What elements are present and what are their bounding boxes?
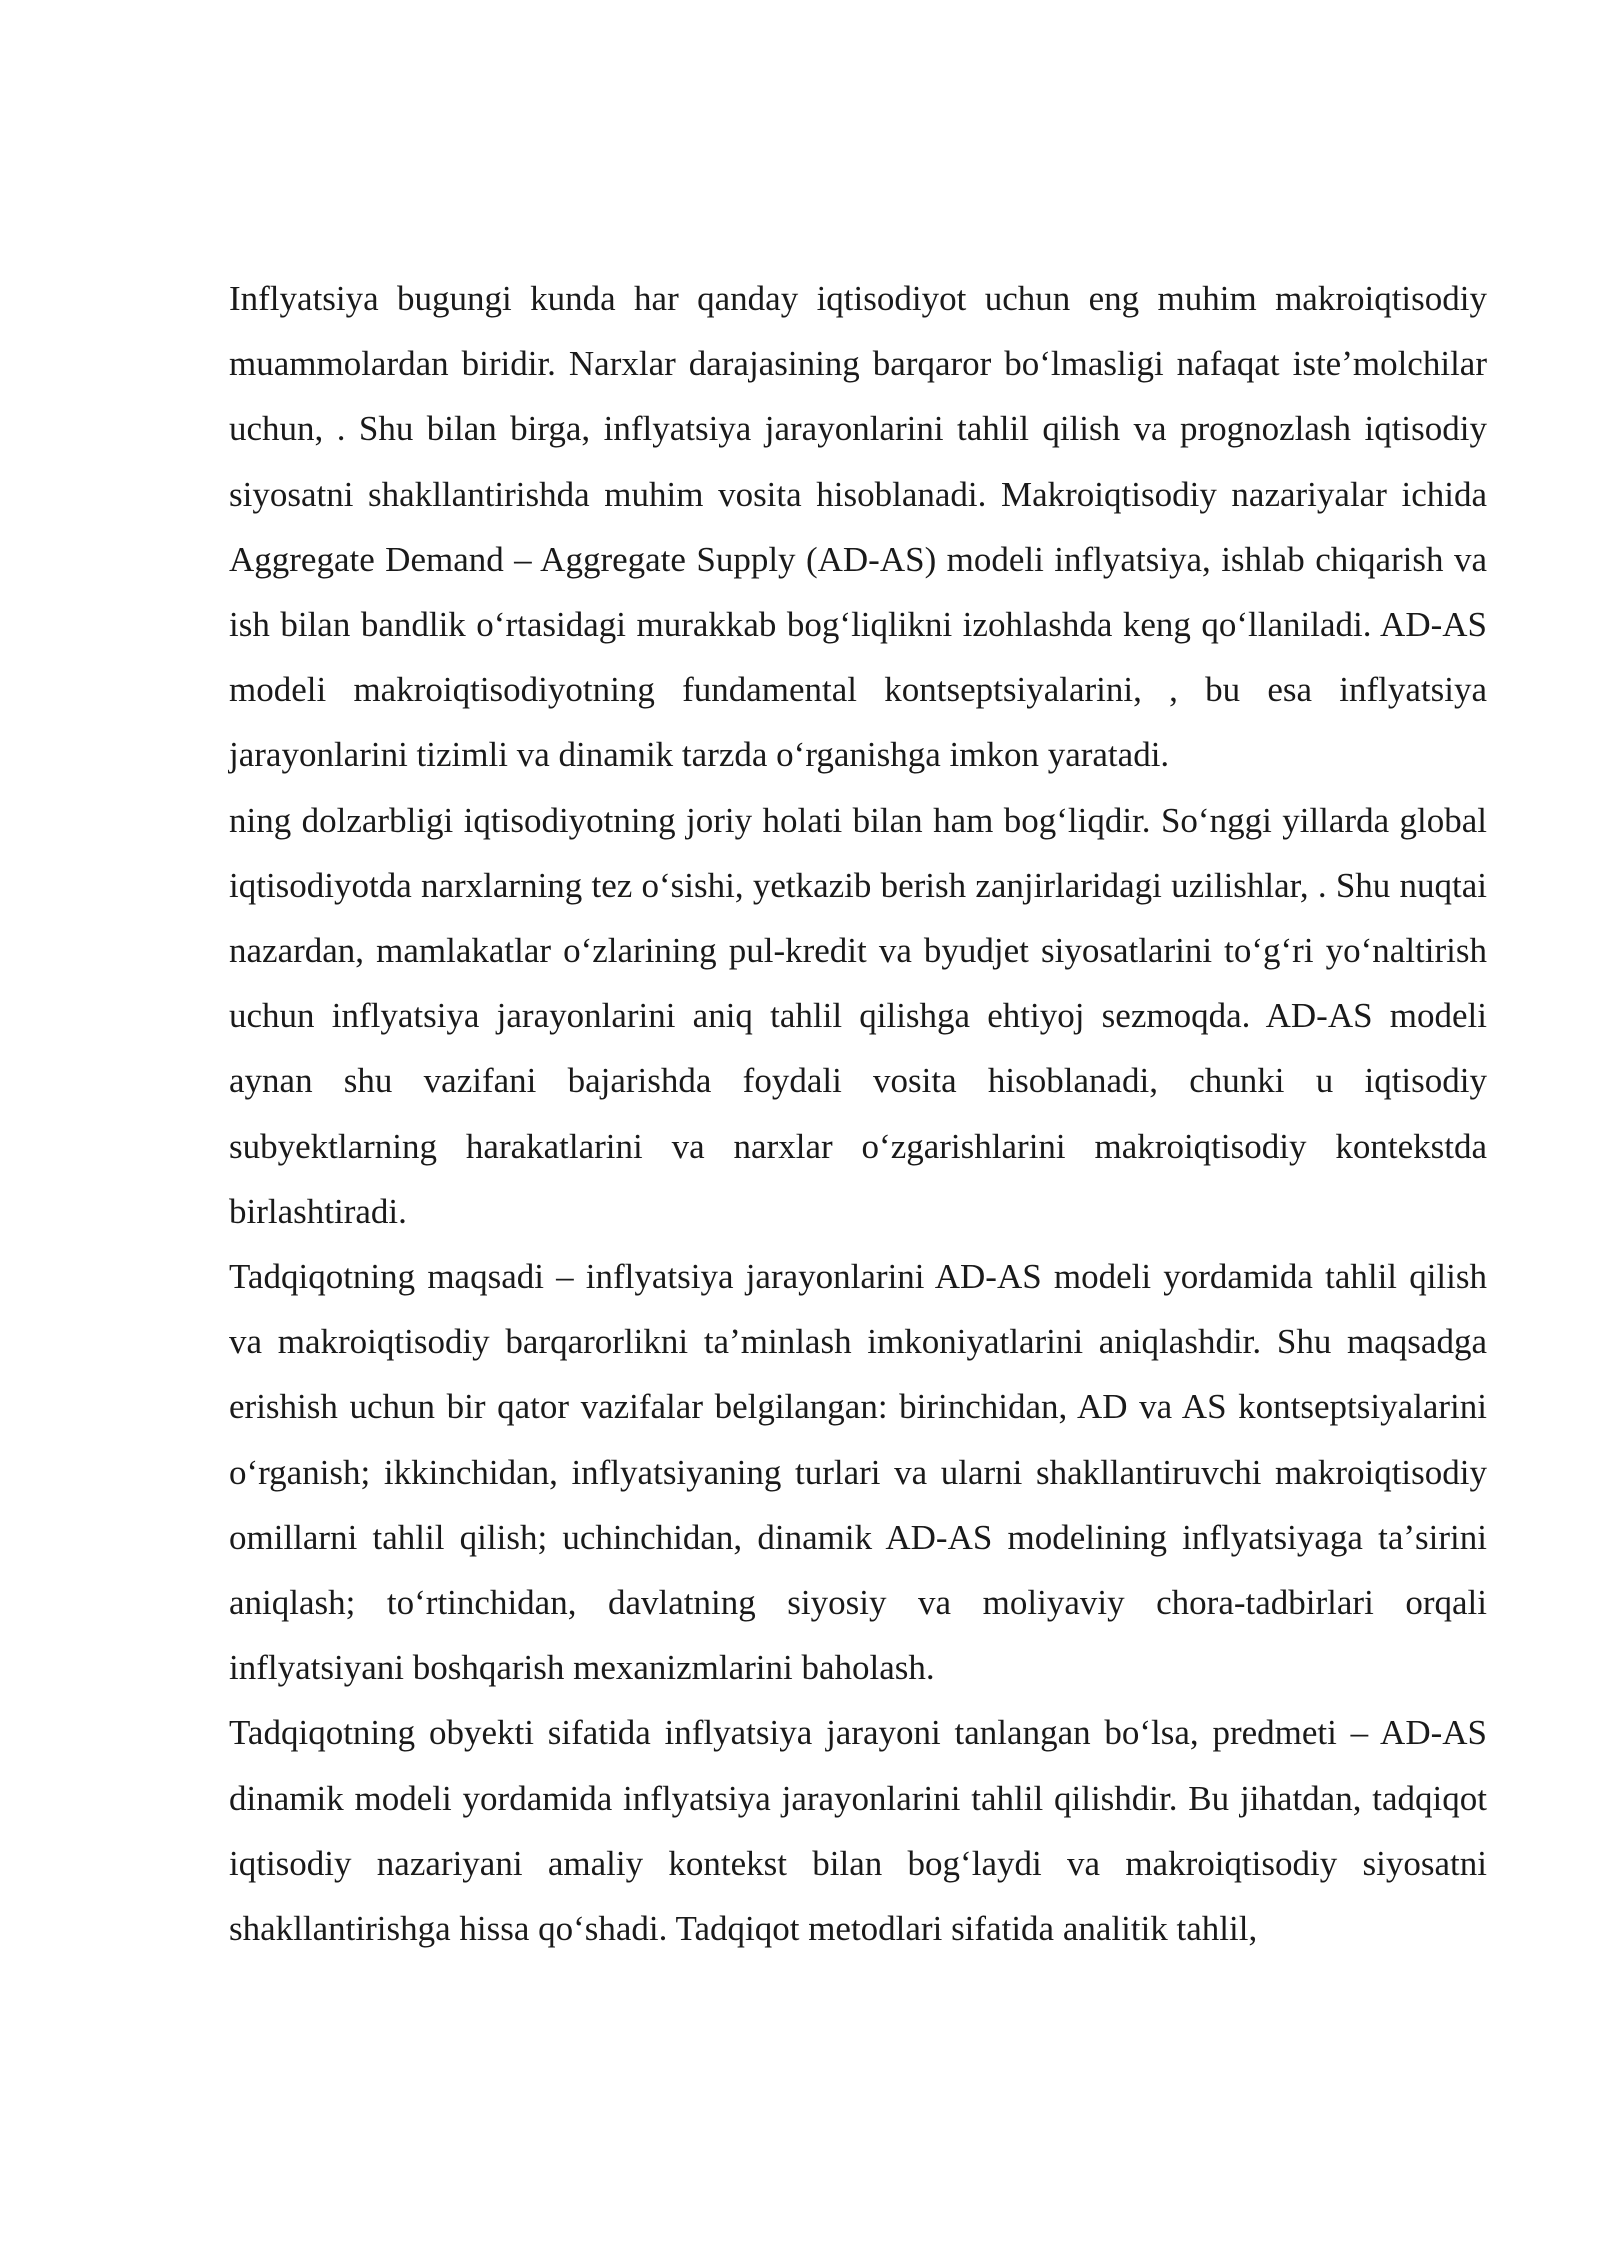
paragraph-research-goal: Tadqiqotning maqsadi – inflyatsiya jarayonlarini AD-AS modeli yordamida tahlil qilish va makroiqtisodiy barqarorlikni taʼminlash imkoniyatlarini aniqlashdir. Shu maqsadga erishish uchun bir qator vazifalar belgilangan: birinchidan, AD va AS kontseptsiyalarini oʻrganish; ikkinchidan, inflyatsiyaning turlari va ularni shakllantiruvchi makroiqtisodiy omillarni tahlil qilish; uchinchidan, dinamik AD-AS modelining inflyatsiyaga taʼsirini aniqlash; toʻrtinchidan, davlatning siyosiy va moliyaviy chora-tadbirlari orqali inflyatsiyani boshqarish mexanizmlarini baholash. — [229, 1257, 1487, 1688]
body-text — [229, 266, 1487, 1961]
paragraph-introduction: Inflyatsiya bugungi kunda har qanday iqtisodiyot uchun eng muhim makroiqtisodiy muammolardan biridir. Narxlar darajasining barqaror boʻlmasligi nafaqat isteʼmolchilar uchun, . Shu bilan birga, inflyatsiya jarayonlarini tahlil qilish va prognozlash iqtisodiy siyosatni shakllantirishda muhim vosita hisoblanadi. Makroiqtisodiy nazariyalar ichida Aggregate Demand – Aggregate Supply (AD-AS) modeli inflyatsiya, ishlab chiqarish va ish bilan bandlik oʻrtasidagi murakkab bogʻliqlikni izohlashda keng qoʻllaniladi. AD-AS modeli makroiqtisodiyotning fundamental kontseptsiyalarini, , bu esa inflyatsiya jarayonlarini tizimli va dinamik tarzda oʻrganishga imkon yaratadi. — [229, 279, 1487, 775]
paragraph-research-object: Tadqiqotning obyekti sifatida inflyatsiya jarayoni tanlangan boʻlsa, predmeti – AD-AS dinamik modeli yordamida inflyatsiya jarayonlarini tahlil qilishdir. Bu jihatdan, tadqiqot iqtisodiy nazariyani amaliy kontekst bilan bogʻlaydi va makroiqtisodiy siyosatni shakllantirishga hissa qoʻshadi. Tadqiqot metodlari sifatida analitik tahlil, — [229, 1713, 1487, 1949]
paragraph-relevance: ning dolzarbligi iqtisodiyotning joriy holati bilan ham bogʻliqdir. Soʻnggi yillarda global iqtisodiyotda narxlarning tez oʻsishi, yetkazib berish zanjirlaridagi uzilishlar, . Shu nuqtai nazardan, mamlakatlar oʻzlarining pul-kredit va byudjet siyosatlarini toʻgʻri yoʻnaltirish uchun inflyatsiya jarayonlarini aniq tahlil qilishga ehtiyoj sezmoqda. AD-AS modeli aynan shu vazifani bajarishda foydali vosita hisoblanadi, chunki u iqtisodiy subyektlarning harakatlarini va narxlar oʻzgarishlarini makroiqtisodiy kontekstda birlashtiradi. — [229, 800, 1487, 1231]
